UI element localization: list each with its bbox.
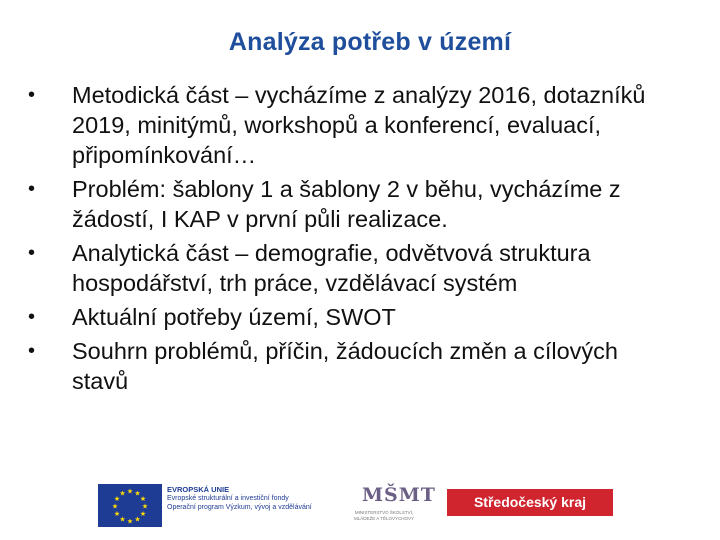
- bullet-dot-icon: •: [28, 178, 36, 200]
- svg-text:★: ★: [119, 515, 126, 524]
- bullet-list: [28, 80, 678, 400]
- eu-logo-line1: EVROPSKÁ UNIE: [167, 485, 230, 494]
- msmt-logo-mark: MŠMT: [362, 484, 436, 506]
- msmt-logo-subtitle: MINISTERSTVO ŠKOLSTVÍ, MLÁDEŽE A TĚLOVÝCHOVY: [354, 510, 414, 521]
- eu-stars-icon: [98, 484, 162, 527]
- eu-logo-line2: Evropské strukturální a investiční fondy: [167, 495, 289, 502]
- eu-flag-icon: [98, 484, 162, 527]
- svg-text:★: ★: [119, 489, 126, 498]
- bullet-item: [28, 174, 678, 234]
- bullet-dot-icon: •: [28, 340, 36, 362]
- slide-title: Analýza potřeb v území: [228, 28, 512, 56]
- msmt-logo: [344, 484, 436, 524]
- bullet-item: [28, 80, 678, 170]
- bullet-item: [28, 302, 678, 332]
- bullet-text: Aktuální potřeby území, SWOT: [72, 304, 396, 330]
- eu-logo-text: [167, 485, 312, 512]
- svg-text:★: ★: [111, 502, 119, 511]
- svg-text:★: ★: [139, 510, 147, 518]
- svg-text:★: ★: [113, 510, 121, 518]
- svg-text:★: ★: [134, 515, 141, 524]
- eu-logo-line3: Operační program Výzkum, vývoj a vzdělávání: [167, 504, 312, 511]
- bullet-text: Problém: šablony 1 a šablony 2 v běhu, vycházíme z žádostí, I KAP v první půli realizace.: [72, 176, 621, 232]
- eu-logo: [98, 484, 312, 527]
- svg-text:★: ★: [139, 495, 147, 503]
- stredocesky-kraj-logo: Středočeský kraj: [447, 489, 613, 516]
- bullet-text: Metodická část – vycházíme z analýzy 2016, dotazníků 2019, minitýmů, workshopů a konferencí, evaluací, připomínkování…: [72, 82, 646, 168]
- svg-text:★: ★: [134, 489, 141, 498]
- bullet-text: Analytická část – demografie, odvětvová struktura hospodářství, trh práce, vzdělávací systém: [72, 240, 591, 296]
- bullet-dot-icon: •: [28, 306, 36, 328]
- bullet-item: [28, 336, 678, 396]
- svg-text:★: ★: [113, 495, 121, 503]
- svg-text:★: ★: [126, 487, 134, 496]
- bullet-dot-icon: •: [28, 84, 36, 106]
- bullet-item: [28, 238, 678, 298]
- svg-text:★: ★: [126, 517, 134, 526]
- logo-footer: [0, 478, 720, 528]
- bullet-text: Souhrn problémů, příčin, žádoucích změn a cílových stavů: [72, 338, 618, 394]
- bullet-dot-icon: •: [28, 242, 36, 264]
- svg-text:★: ★: [141, 502, 149, 511]
